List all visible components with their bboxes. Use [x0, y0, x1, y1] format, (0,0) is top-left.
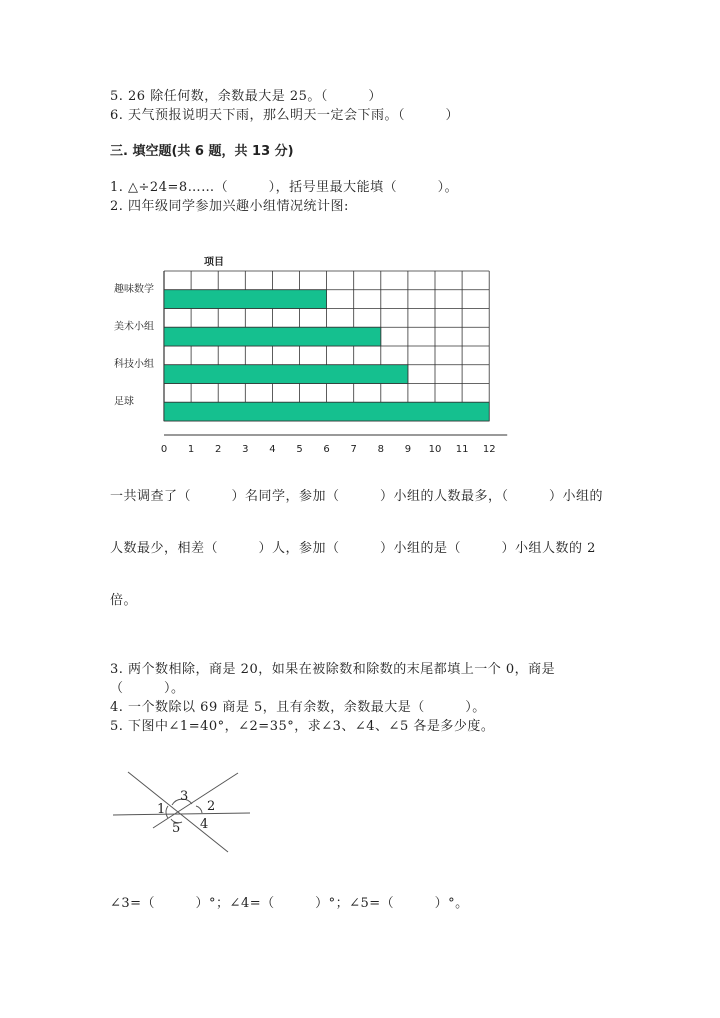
- category-label: 足球: [114, 396, 134, 408]
- angle-arc-1: [166, 806, 168, 818]
- x-tick-label: 2: [215, 444, 222, 455]
- question-2: 2. 四年级同学参加兴趣小组情况统计图:: [110, 199, 349, 214]
- section3-heading: 三. 填空题(共 6 题，共 13 分): [110, 144, 294, 159]
- angle-label-1: 1: [157, 802, 166, 817]
- angle-label-4: 4: [200, 817, 209, 832]
- x-tick-label: 0: [160, 444, 168, 455]
- x-tick-label: 12: [482, 444, 496, 455]
- x-tick-label: 5: [296, 444, 303, 455]
- x-tick-label: 6: [323, 444, 330, 455]
- category-label: 美术小组: [114, 321, 154, 333]
- question-2-text-line3: 倍。: [110, 593, 138, 608]
- angle-label-5: 5: [172, 821, 181, 836]
- category-label: 科技小组: [114, 358, 154, 370]
- x-tick-label: 9: [404, 444, 412, 455]
- x-tick-label: 4: [269, 444, 276, 455]
- category-label: 趣味数学: [114, 283, 154, 295]
- bar-4: [164, 402, 489, 421]
- question-1: 1. △÷24=8……（ ），括号里最大能填（ ）。: [110, 180, 459, 195]
- line-ascending: [153, 773, 238, 828]
- angle-arc-2: [196, 806, 202, 813]
- question-4: 4. 一个数除以 69 商是 5，且有余数，余数最大是（ ）。: [110, 700, 486, 715]
- chart-x-ticks: [161, 444, 496, 455]
- question-2-text-line1: 一共调查了（ ）名同学，参加（ ）小组的人数最多，（ ）小组的: [110, 489, 604, 504]
- question-3-line2: （ ）。: [110, 681, 185, 696]
- x-tick-label: 1: [187, 444, 195, 455]
- judgement-q5: 5. 26 除任何数，余数最大是 25。（ ）: [110, 89, 382, 104]
- angle-label-2: 2: [207, 799, 216, 814]
- question-5-answer: ∠3=（ ）°；∠4=（ ）°；∠5=（ ）°。: [110, 896, 469, 911]
- bar-3: [164, 365, 408, 384]
- angle-label-3: 3: [180, 789, 189, 804]
- question-5: 5. 下图中∠1=40°，∠2=35°，求∠3、∠4、∠5 各是多少度。: [110, 719, 495, 734]
- x-tick-label: 10: [428, 444, 442, 455]
- question-2-text-line2: 人数最少，相差（ ）人，参加（ ）小组的是（ ）小组人数的 2: [110, 541, 596, 556]
- x-tick-label: 8: [377, 444, 384, 455]
- judgement-q6: 6. 天气预报说明天下雨，那么明天一定会下雨。（ ）: [110, 108, 460, 123]
- x-tick-label: 3: [242, 444, 249, 455]
- angle-figure: [108, 766, 268, 866]
- question-3-line1: 3. 两个数相除，商是 20，如果在被除数和除数的末尾都填上一个 0，商是: [110, 662, 556, 677]
- bar-2: [164, 327, 381, 346]
- chart-category-labels: [114, 282, 154, 408]
- x-tick-label: 7: [350, 444, 357, 455]
- bar-1: [164, 290, 327, 309]
- x-tick-label: 11: [455, 444, 469, 455]
- chart-title: 项目: [204, 257, 224, 268]
- bar-chart: [100, 245, 520, 465]
